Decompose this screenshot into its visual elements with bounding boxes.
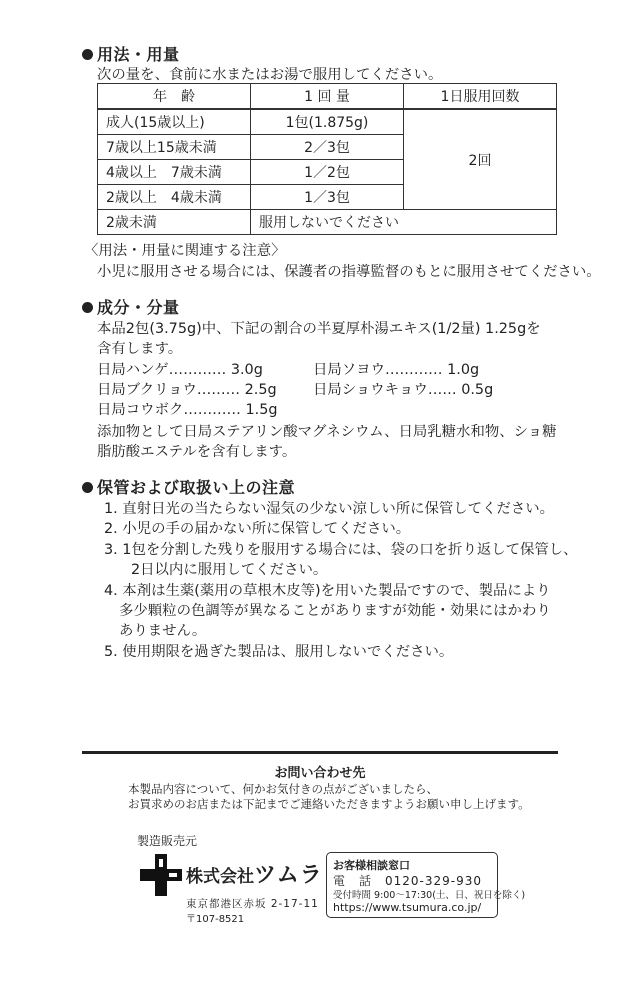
- storage-item: ありません。: [119, 623, 207, 639]
- ingredient-item: 日局ブクリョウ……… 2.5g: [97, 382, 277, 398]
- row-age: 4歳以上 7歳未満: [98, 160, 251, 185]
- storage-section-title: 保管および取扱い上の注意: [82, 475, 295, 498]
- row-age: 成人(15歳以上): [98, 109, 251, 135]
- company-zip: 〒107-8521: [186, 914, 245, 925]
- times-cell: 2回: [404, 109, 557, 210]
- usage-note-heading: 〈用法・用量に関連する注意〉: [84, 243, 286, 259]
- row-dose: 1／3包: [251, 185, 404, 210]
- row-age: 2歳未満: [98, 210, 251, 235]
- usage-section-title: 用法・用量: [82, 42, 180, 65]
- maker-label: 製造販売元: [137, 834, 198, 848]
- phone: 電 話 0120-329-930: [333, 874, 483, 888]
- ingredient-item: 日局ショウキョウ…… 0.5g: [313, 382, 494, 398]
- row-dose: 1／2包: [251, 160, 404, 185]
- header-times: 1日服用回数: [404, 84, 557, 110]
- storage-item: 5. 使用期限を過ぎた製品は、服用しないでください。: [104, 644, 454, 660]
- header-dose: 1 回 量: [251, 84, 404, 110]
- divider: [82, 751, 558, 754]
- bullet-icon: [82, 49, 93, 60]
- box-title: お客様相談窓口: [333, 859, 410, 872]
- additives-line2: 脂肪酸エステルを含有します。: [97, 444, 297, 460]
- storage-item: 多少顆粒の色調等が異なることがありますが効能・効果にはかわり: [119, 603, 551, 619]
- website-link[interactable]: https://www.tsumura.co.jp/: [333, 901, 482, 914]
- additives-line1: 添加物として日局ステアリン酸マグネシウム、日局乳糖水和物、ショ糖: [97, 424, 557, 440]
- header-age: 年 齢: [98, 84, 251, 110]
- storage-item: 2. 小児の手の届かない所に保管してください。: [104, 521, 411, 537]
- contact-title: お問い合わせ先: [274, 766, 366, 781]
- tsumura-cross-logo-icon: [140, 854, 182, 896]
- dosage-table: [97, 83, 557, 235]
- row-age: 7歳以上15歳未満: [98, 135, 251, 160]
- storage-item: 2日以内に服用してください。: [131, 562, 328, 578]
- company-address: 東京都港区赤坂 2-17-11: [186, 898, 319, 910]
- ingredients-line2: 含有します。: [97, 341, 183, 357]
- ingredient-item: 日局ハンゲ………… 3.0g: [97, 362, 263, 378]
- usage-intro: 次の量を、食前に水またはお湯で服用してください。: [97, 67, 443, 83]
- contact-line2: お買求めのお店または下記までご連絡いただきますようお願い申し上げます。: [128, 797, 530, 811]
- ingredient-item: 日局ソヨウ………… 1.0g: [313, 362, 480, 378]
- row-dose: 2／3包: [251, 135, 404, 160]
- storage-item: 4. 本剤は生薬(薬用の草根木皮等)を用いた製品ですので、製品により: [104, 583, 551, 599]
- company-name: 株式会社ツムラ: [186, 863, 323, 888]
- usage-note: 小児に服用させる場合には、保護者の指導監督のもとに服用させてください。: [97, 264, 601, 280]
- row-dose: 服用しないでください: [251, 210, 557, 235]
- storage-item: 1. 直射日光の当たらない湿気の少ない涼しい所に保管してください。: [104, 501, 555, 517]
- ingredients-section-title: 成分・分量: [82, 295, 180, 318]
- bullet-icon: [82, 302, 93, 313]
- ingredient-item: 日局コウボク………… 1.5g: [97, 402, 278, 418]
- storage-item: 3. 1包を分割した残りを服用する場合には、袋の口を折り返して保管し、: [104, 542, 578, 558]
- ingredients-line1: 本品2包(3.75g)中、下記の割合の半夏厚朴湯エキス(1/2量) 1.25gを: [97, 321, 541, 337]
- contact-line1: 本製品内容について、何かお気付きの点がございましたら、: [128, 782, 439, 796]
- row-dose: 1包(1.875g): [251, 109, 404, 135]
- brand-logo: ツムラ: [254, 863, 323, 888]
- row-age: 2歳以上 4歳未満: [98, 185, 251, 210]
- customer-service-box: [326, 852, 526, 918]
- hours: 受付時間 9:00～17:30(土、日、祝日を除く): [333, 890, 526, 901]
- bullet-icon: [82, 482, 93, 493]
